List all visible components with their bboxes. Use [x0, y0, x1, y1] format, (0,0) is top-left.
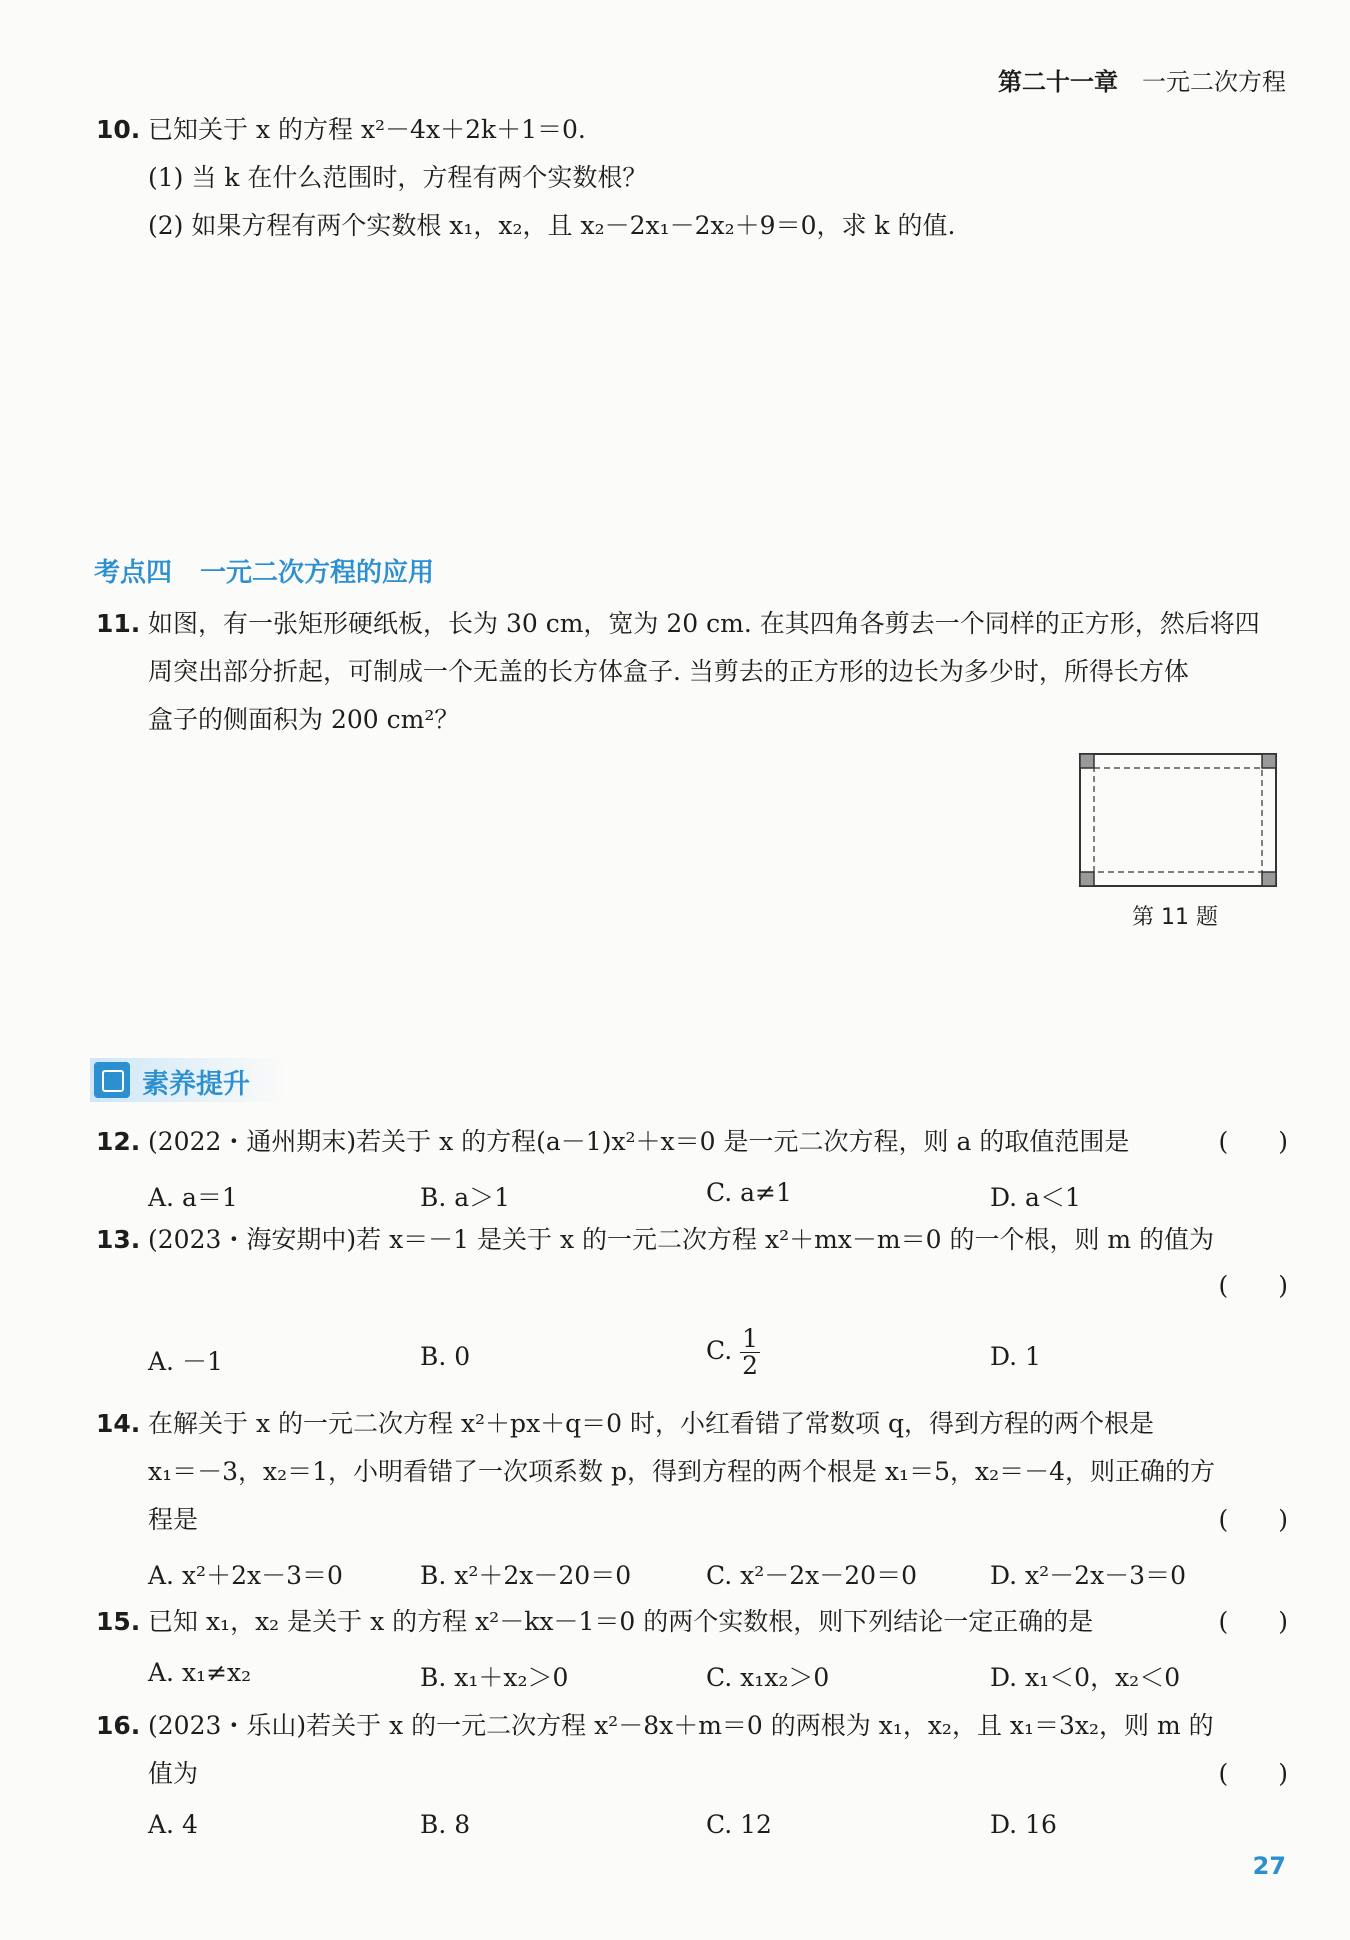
answer-blank: ( )	[1218, 1271, 1288, 1300]
question-11-figure	[1078, 752, 1278, 892]
option-label: C.	[706, 1336, 733, 1365]
fraction-numerator: 1	[742, 1324, 759, 1353]
option-a: A. x²＋2x－3＝0	[148, 1561, 343, 1590]
answer-blank: ( )	[1218, 1505, 1288, 1534]
section-banner	[90, 1058, 286, 1102]
question-number: 13.	[96, 1225, 141, 1254]
question-14-line-3: 程是	[148, 1505, 199, 1534]
question-number: 15.	[96, 1607, 141, 1636]
question-number: 12.	[96, 1127, 141, 1156]
option-b: B. x²＋2x－20＝0	[420, 1561, 632, 1590]
option-d: D. 16	[990, 1810, 1057, 1839]
question-number: 11.	[96, 609, 141, 638]
question-text: (2023・乐山)若关于 x 的一元二次方程 x²－8x＋m＝0 的两根为 x₁，x₂，且 x₁＝3x₂，则 m 的	[148, 1711, 1214, 1740]
banner-title: 素养提升	[142, 1069, 250, 1100]
page-number: 27	[1252, 1852, 1286, 1880]
section-label: 考点四	[94, 558, 173, 588]
question-text: 已知关于 x 的方程 x²－4x＋2k＋1＝0.	[148, 115, 586, 144]
option-d: D. 1	[990, 1342, 1041, 1371]
question-12-stem	[96, 1122, 1129, 1162]
option-a: A. 4	[148, 1810, 198, 1839]
question-10-part-2: (2) 如果方程有两个实数根 x₁，x₂，且 x₂－2x₁－2x₂＋9＝0，求 k 的值.	[148, 211, 956, 240]
chapter-topic: 一元二次方程	[1142, 68, 1286, 96]
option-c: C. x₁x₂＞0	[706, 1663, 830, 1692]
option-c	[706, 1326, 760, 1379]
question-11-line-1	[96, 604, 1260, 644]
edit-icon	[94, 1062, 130, 1098]
fraction	[740, 1326, 760, 1379]
question-text: 如图，有一张矩形硬纸板，长为 30 cm，宽为 20 cm. 在其四角各剪去一个同样的正方形，然后将四	[148, 609, 1260, 638]
question-11-line-2: 周突出部分折起，可制成一个无盖的长方体盒子. 当剪去的正方形的边长为多少时，所得长方体	[148, 657, 1189, 686]
section-heading	[94, 552, 462, 589]
option-b: B. 8	[420, 1810, 471, 1839]
question-13-stem	[96, 1220, 1214, 1260]
option-b: B. x₁＋x₂＞0	[420, 1663, 569, 1692]
question-11-line-3: 盒子的侧面积为 200 cm²？	[148, 705, 460, 734]
question-text: 在解关于 x 的一元二次方程 x²＋px＋q＝0 时，小红看错了常数项 q，得到方程的两个根是	[148, 1409, 1154, 1438]
question-16-line-1	[96, 1706, 1214, 1746]
question-15-stem	[96, 1602, 1093, 1642]
answer-blank: ( )	[1218, 1127, 1288, 1156]
option-a: A. a＝1	[148, 1183, 238, 1212]
option-a: A. －1	[148, 1347, 223, 1376]
figure-caption: 第 11 题	[1132, 905, 1218, 930]
question-text: (2022・通州期末)若关于 x 的方程(a－1)x²＋x＝0 是一元二次方程，则 a 的取值范围是	[148, 1127, 1130, 1156]
option-d: D. x₁＜0，x₂＜0	[990, 1663, 1181, 1692]
option-c: C. a≠1	[706, 1178, 792, 1207]
option-b: B. 0	[420, 1342, 471, 1371]
section-title: 一元二次方程的应用	[200, 558, 435, 588]
question-10-stem	[96, 110, 586, 150]
chapter-label: 第二十一章	[998, 68, 1118, 96]
option-b: B. a＞1	[420, 1183, 511, 1212]
question-number: 10.	[96, 115, 141, 144]
question-text: (2023・海安期中)若 x＝－1 是关于 x 的一元二次方程 x²＋mx－m＝0 的一个根，则 m 的值为	[148, 1225, 1215, 1254]
option-d: D. a＜1	[990, 1183, 1081, 1212]
question-14-line-2: x₁＝－3，x₂＝1，小明看错了一次项系数 p，得到方程的两个根是 x₁＝5，x₂＝－4，则正确的方	[148, 1457, 1216, 1486]
question-16-line-2: 值为	[148, 1759, 199, 1788]
question-10-part-1: (1) 当 k 在什么范围时，方程有两个实数根？	[148, 163, 648, 192]
fraction-denominator: 2	[742, 1351, 759, 1380]
option-c: C. x²－2x－20＝0	[706, 1561, 917, 1590]
option-a: A. x₁≠x₂	[148, 1658, 252, 1687]
question-number: 16.	[96, 1711, 141, 1740]
option-d: D. x²－2x－3＝0	[990, 1561, 1186, 1590]
question-number: 14.	[96, 1409, 141, 1438]
answer-blank: ( )	[1218, 1759, 1288, 1788]
question-14-line-1	[96, 1404, 1154, 1444]
answer-blank: ( )	[1218, 1607, 1288, 1636]
option-c: C. 12	[706, 1810, 772, 1839]
page-header	[998, 62, 1286, 97]
question-text: 已知 x₁，x₂ 是关于 x 的方程 x²－kx－1＝0 的两个实数根，则下列结论一定正确的是	[148, 1607, 1094, 1636]
